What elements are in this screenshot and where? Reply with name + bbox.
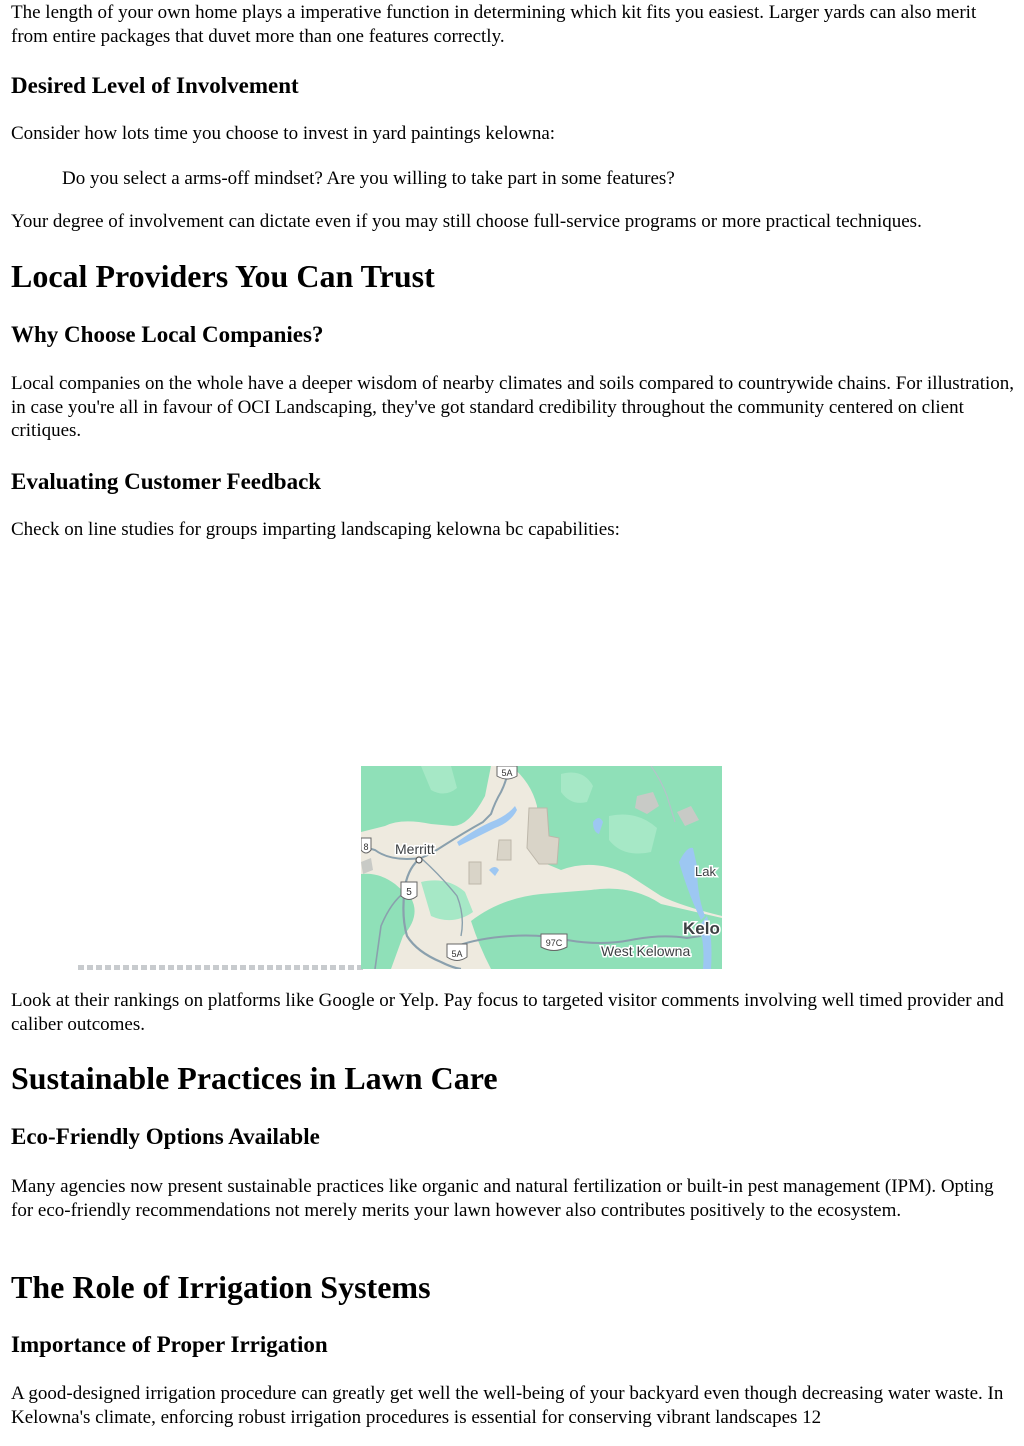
map-label-lake: Lak	[695, 864, 716, 879]
feedback-paragraph-2: Look at their rankings on platforms like Google or Yelp. Pay focus to targeted visitor comments involving well timed provider and caliber outcomes.	[11, 990, 1004, 1035]
svg-text:5A: 5A	[451, 949, 463, 959]
involvement-paragraph-2: Your degree of involvement can dictate even if you may still choose full-service programs or more practical techniques.	[11, 211, 922, 232]
irrigation-paragraph: A good-designed irrigation procedure can greatly get well the well-being of your backyard even though decreasing water waste. In Kelowna's climate, enforcing robust irrigation procedures is essential for conserving vibrant landscapes 12	[11, 1383, 1004, 1428]
map-label-merritt: Merritt	[395, 841, 435, 857]
svg-text:8: 8	[363, 842, 369, 852]
feedback-heading: Evaluating Customer Feedback	[11, 469, 322, 494]
map-urban-1	[497, 840, 511, 860]
why-local-paragraph: Local companies on the whole have a deeper wisdom of nearby climates and soils compared to countrywide chains. For illustration, in case you're all in favour of OCI Landscaping, they've got standard credibility throughout the community centered on client critiques.	[11, 373, 1015, 441]
involvement-quote: Do you select a arms-off mindset? Are you willing to take part in some features?	[62, 168, 675, 189]
feedback-paragraph: Check on line studies for groups imparting landscaping kelowna bc capabilities:	[11, 519, 620, 540]
irrigation-heading: The Role of Irrigation Systems	[11, 1269, 431, 1305]
intro-paragraph: The length of your own home plays a imperative function in determining which kit fits you easiest. Larger yards can also merit from entire packages that duvet more than one features correctly.	[11, 2, 977, 47]
map-urban-2	[469, 862, 481, 884]
map-image	[361, 766, 722, 969]
map-graphic	[361, 766, 722, 969]
map-city-marker	[416, 857, 422, 863]
shield-east	[541, 934, 567, 951]
map-label-west-kelowna: West Kelowna	[601, 943, 691, 959]
svg-text:5A: 5A	[501, 768, 513, 778]
shield-left	[361, 838, 371, 853]
shield-bottom	[447, 944, 467, 961]
shield-mid	[401, 882, 417, 900]
involvement-heading: Desired Level of Involvement	[11, 73, 299, 98]
eco-friendly-heading: Eco-Friendly Options Available	[11, 1124, 320, 1149]
involvement-paragraph: Consider how lots time you choose to invest in yard paintings kelowna:	[11, 123, 556, 144]
svg-text:97C: 97C	[545, 938, 563, 948]
local-providers-heading: Local Providers You Can Trust	[11, 258, 435, 294]
svg-text:5: 5	[406, 887, 412, 898]
shield-top	[497, 766, 517, 779]
map-label-kelowna: Kelo	[683, 919, 720, 938]
proper-irrigation-heading: Importance of Proper Irrigation	[11, 1332, 328, 1357]
why-local-heading: Why Choose Local Companies?	[11, 322, 324, 347]
eco-friendly-paragraph: Many agencies now present sustainable practices like organic and natural fertilization or built-in pest management (IPM). Opting for eco-friendly recommendations not merely merits your lawn however also contributes positively to the ecosystem.	[11, 1176, 994, 1221]
image-caption-remnant	[78, 965, 363, 970]
sustainable-heading: Sustainable Practices in Lawn Care	[11, 1060, 498, 1096]
